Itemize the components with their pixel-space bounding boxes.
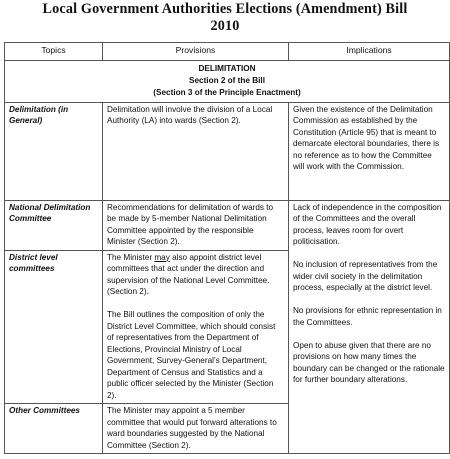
document-title — [0, 0, 450, 35]
implication-ethnic: No provisions for ethnic representation in the Committees. — [293, 306, 442, 327]
section-title: DELIMITATION — [198, 63, 256, 73]
implications-committees — [289, 200, 450, 454]
implication-abuse: Open to abuse given that there are no provisions on how many times the boundary can be changed or the rationale for further boundary alterations. — [293, 340, 445, 384]
emphasis-may: may — [154, 252, 170, 262]
section-row — [5, 60, 450, 102]
provision-national-committee: Recommendations for delimitation of wards to be made by 5-member National Delimitation Committee appointed by the responsible Minister (Section 2). — [103, 200, 289, 250]
implication-delimitation-general: Given the existence of the Delimitation Commission as established by the Constitution (Article 95) that is meant to demarcate electoral boundaries, there is no reference as to how the Committee will work with the Commission. — [289, 102, 450, 200]
section-heading — [5, 60, 450, 102]
topic-other-committees: Other Committees — [5, 404, 103, 454]
topic-district-committees: District level committees — [5, 250, 103, 404]
provision-text: The Minister — [107, 252, 155, 262]
table-row — [5, 102, 450, 200]
provision-district-appointment — [107, 252, 284, 298]
section-reference: (Section 3 of the Principle Enactment) — [153, 87, 301, 97]
topic-delimitation-general: Delimitation (in General) — [5, 102, 103, 200]
provision-delimitation-general: Delimitation will involve the division of a Local Authority (LA) into wards (Section 2). — [103, 102, 289, 200]
table-row — [5, 200, 450, 250]
header-provisions: Provisions — [103, 43, 289, 61]
provision-text: also appoint district level committees that act under the direction and supervision of the National Level Committee. (Section 2). — [107, 252, 270, 296]
header-implications: Implications — [289, 43, 450, 61]
topic-national-committee: National Delimitation Committee — [5, 200, 103, 250]
bill-analysis-table — [4, 42, 450, 454]
implication-independence: Lack of independence in the composition of the Committees and the overall process, leaves room for overt politicisation. — [293, 202, 442, 246]
provision-other-committees: The Minister may appoint a 5 member committee that would put forward alterations to ward boundaries suggested by the National Committee (Section 2). — [103, 404, 289, 454]
provision-district-composition: The Bill outlines the composition of only the District Level Committee, which should consist of representatives from the Department of Elections, Provincial Ministry of Local Government, Survey-General’s Department, Department of Census and Statistics and a public officer selected by the Minister (Section 2). — [107, 310, 276, 400]
header-row — [5, 43, 450, 61]
provision-district-committees — [103, 250, 289, 404]
section-subtitle: Section 2 of the Bill — [189, 75, 265, 85]
title-line-1: Local Government Authorities Elections (Amendment) Bill — [42, 1, 408, 17]
header-topics: Topics — [5, 43, 103, 61]
title-line-2: 2010 — [210, 18, 240, 34]
implication-civil-society: No inclusion of representatives from the wider civil society in the delimitation process, especially at the district level. — [293, 260, 438, 292]
